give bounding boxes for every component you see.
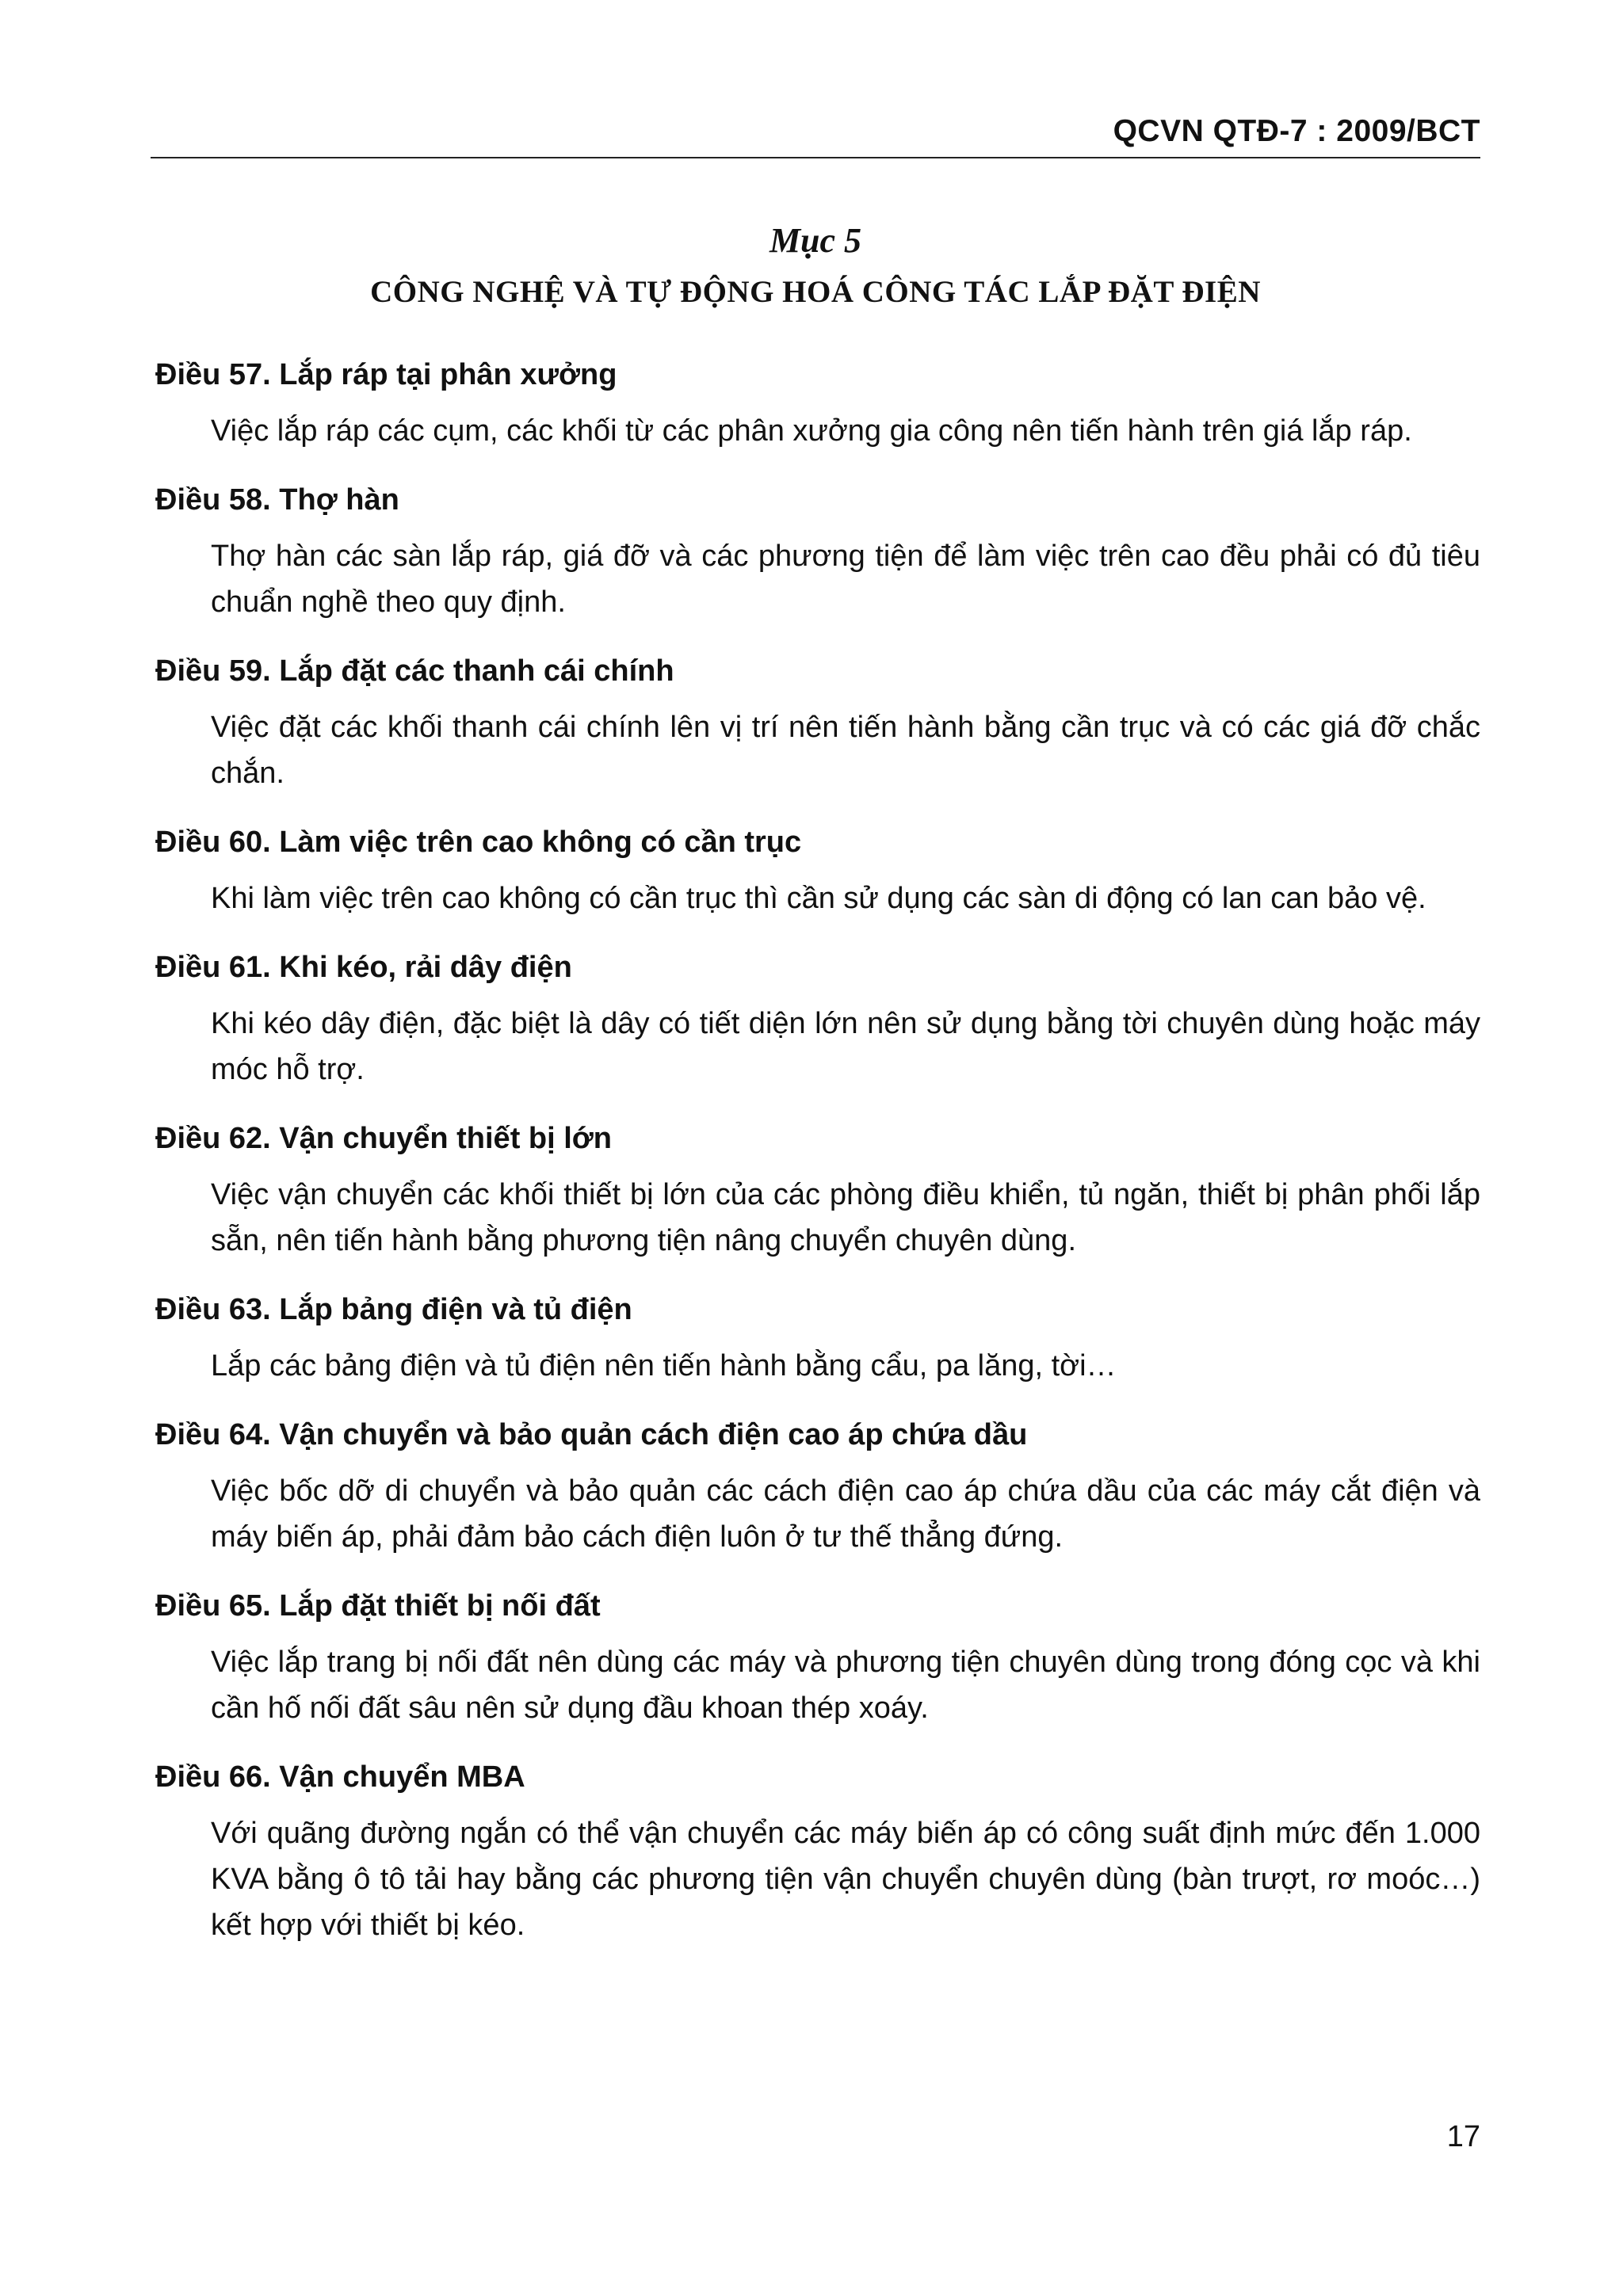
article-heading: Điều 64. Vận chuyển và bảo quản cách điện cao áp chứa dầu — [155, 1418, 1028, 1451]
article-body: Việc vận chuyển các khối thiết bị lớn của các phòng điều khiển, tủ ngăn, thiết bị phân phối lắp sẵn, nên tiến hành bằng phương tiện nâng chuyển chuyên dùng. — [211, 1178, 1480, 1257]
page-header — [151, 109, 1480, 158]
article-heading: Điều 60. Làm việc trên cao không có cần trục — [155, 826, 802, 859]
article-body: Khi làm việc trên cao không có cần trục thì cần sử dụng các sàn di động có lan can bảo vệ. — [211, 882, 1426, 915]
article-heading: Điều 63. Lắp bảng điện và tủ điện — [155, 1293, 632, 1326]
article-62 — [155, 1116, 1480, 1264]
article-body: Khi kéo dây điện, đặc biệt là dây có tiết diện lớn nên sử dụng bằng tời chuyên dùng hoặc máy móc hỗ trợ. — [211, 1007, 1480, 1086]
article-64 — [155, 1413, 1480, 1560]
article-heading: Điều 62. Vận chuyển thiết bị lớn — [155, 1122, 613, 1155]
article-body: Việc bốc dỡ di chuyển và bảo quản các cách điện cao áp chứa dầu của các máy cắt điện và máy biến áp, phải đảm bảo cách điện luôn ở tư thế thẳng đứng. — [211, 1474, 1480, 1554]
article-59 — [155, 649, 1480, 796]
article-body: Thợ hàn các sàn lắp ráp, giá đỡ và các phương tiện để làm việc trên cao đều phải có đủ tiêu chuẩn nghề theo quy định. — [211, 540, 1480, 619]
article-body: Việc lắp trang bị nối đất nên dùng các máy và phương tiện chuyên dùng trong đóng cọc và khi cần hố nối đất sâu nên sử dụng đầu khoan thép xoáy. — [211, 1646, 1480, 1725]
article-body: Việc đặt các khối thanh cái chính lên vị trí nên tiến hành bằng cần trục và có các giá đỡ chắc chắn. — [211, 711, 1480, 790]
article-body: Lắp các bảng điện và tủ điện nên tiến hành bằng cẩu, pa lăng, tời… — [211, 1349, 1117, 1383]
section-number: Mục 5 — [769, 221, 862, 260]
section-title: CÔNG NGHỆ VÀ TỰ ĐỘNG HOÁ CÔNG TÁC LẮP ĐẶT ĐIỆN — [370, 275, 1261, 309]
articles-list — [155, 353, 1480, 1972]
article-body: Với quãng đường ngắn có thể vận chuyển các máy biến áp có công suất định mức đến 1.000 KVA bằng ô tô tải hay bằng các phương tiện vận chuyển chuyên dùng (bàn trượt, rơ moóc…) kết hợp với thiết bị kéo. — [211, 1817, 1480, 1942]
article-61 — [155, 945, 1480, 1093]
article-heading: Điều 66. Vận chuyển MBA — [155, 1760, 525, 1794]
article-heading: Điều 65. Lắp đặt thiết bị nối đất — [155, 1589, 601, 1623]
article-60 — [155, 820, 1480, 921]
article-heading: Điều 58. Thợ hàn — [155, 483, 399, 517]
article-heading: Điều 59. Lắp đặt các thanh cái chính — [155, 654, 674, 688]
article-57 — [155, 353, 1480, 454]
section-heading — [151, 214, 1480, 317]
article-58 — [155, 478, 1480, 625]
article-heading: Điều 61. Khi kéo, rải dây điện — [155, 951, 572, 984]
page-number: 17 — [1446, 2120, 1480, 2153]
document-code: QCVN QTĐ-7 : 2009/BCT — [1113, 114, 1480, 148]
article-66 — [155, 1755, 1480, 1948]
article-body: Việc lắp ráp các cụm, các khối từ các phân xưởng gia công nên tiến hành trên giá lắp ráp. — [211, 414, 1412, 448]
article-heading: Điều 57. Lắp ráp tại phân xưởng — [155, 358, 617, 391]
article-65 — [155, 1584, 1480, 1731]
article-63 — [155, 1287, 1480, 1389]
